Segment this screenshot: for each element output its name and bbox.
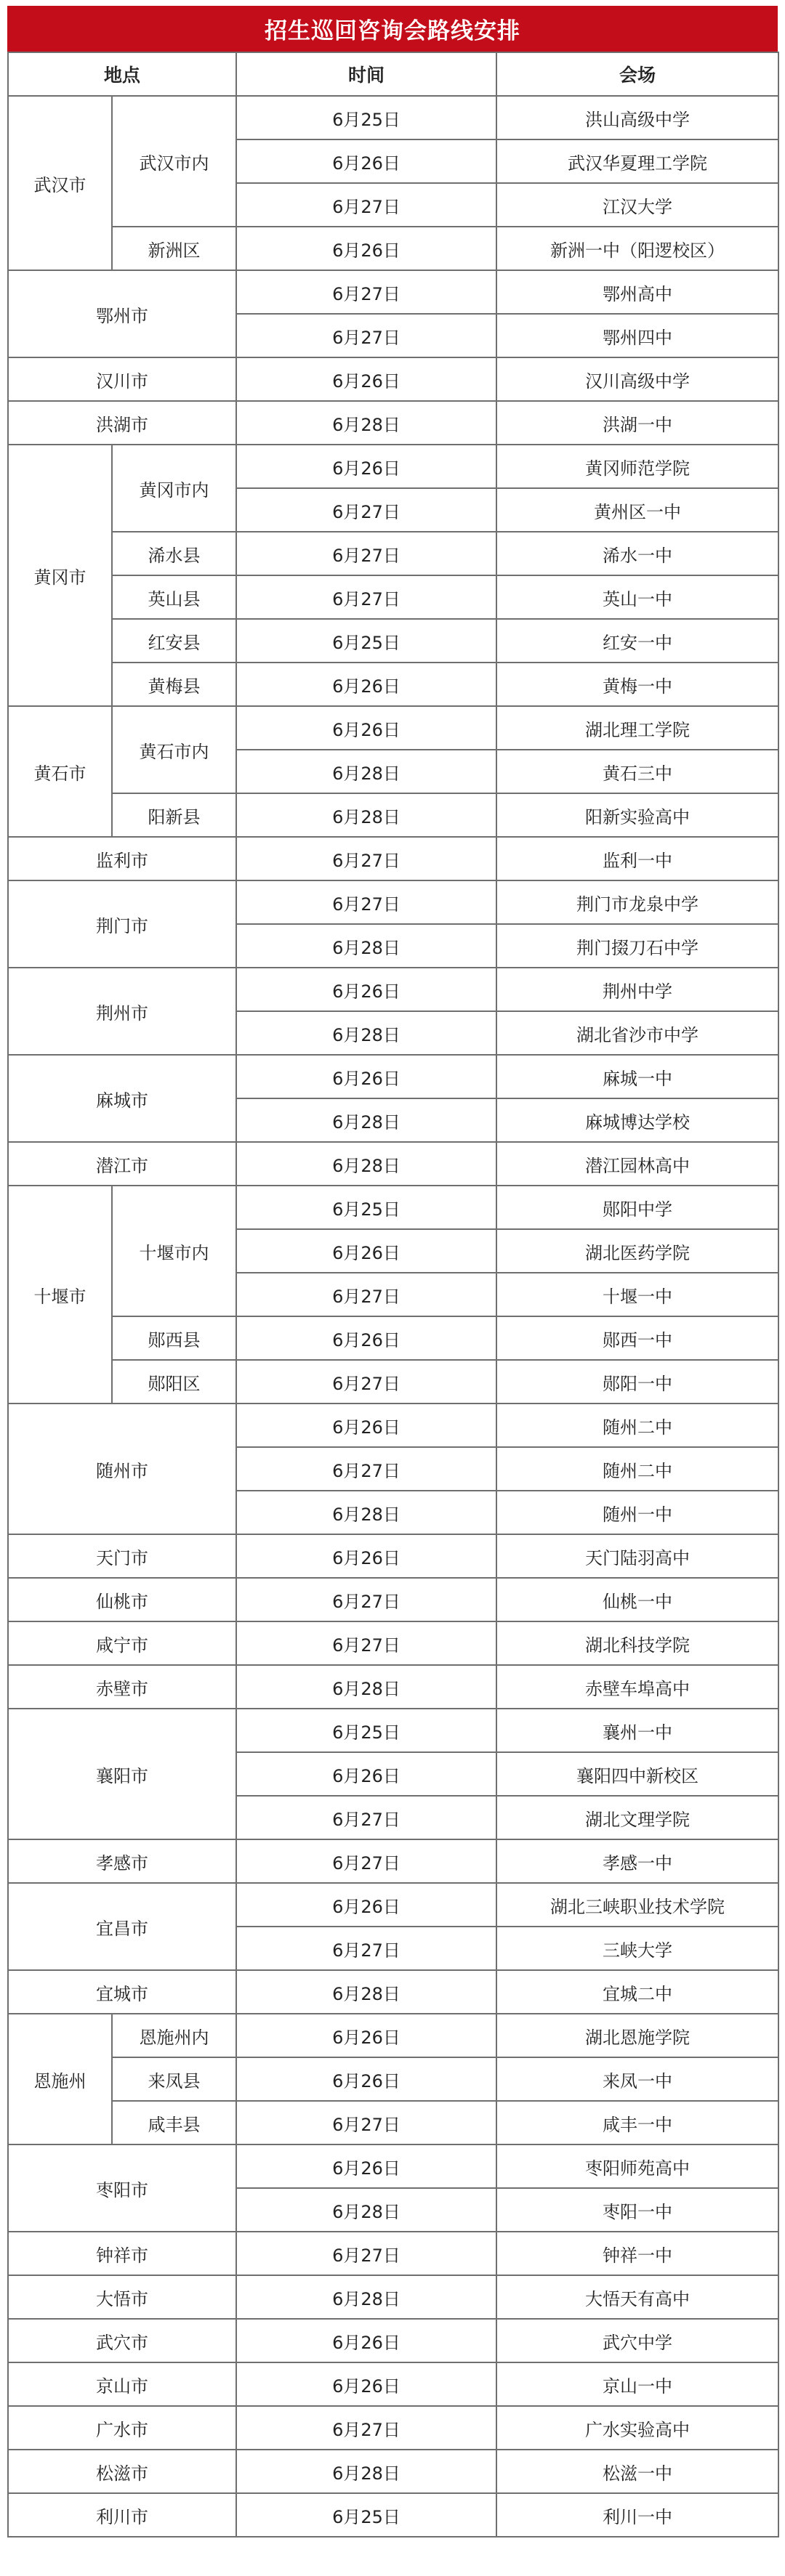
venue-cell: 利川一中: [496, 2493, 778, 2537]
date-cell: 6月27日: [236, 837, 496, 880]
venue-cell: 红安一中: [496, 619, 778, 663]
table-row: [8, 2275, 778, 2319]
date-cell: 6月28日: [236, 750, 496, 793]
table-row: [8, 1142, 778, 1186]
venue-cell: 随州二中: [496, 1447, 778, 1491]
venue-cell: 浠水一中: [496, 532, 778, 575]
venue-cell: 随州一中: [496, 1491, 778, 1534]
date-cell: 6月26日: [236, 1404, 496, 1447]
table-row: [8, 1360, 778, 1404]
venue-cell: 松滋一中: [496, 2450, 778, 2493]
venue-cell: 钟祥一中: [496, 2232, 778, 2275]
venue-cell: 江汉大学: [496, 183, 778, 227]
venue-cell: 郧阳一中: [496, 1360, 778, 1404]
sub-location-cell: 新洲区: [112, 227, 236, 270]
table-row: [8, 575, 778, 619]
table-row: [8, 968, 778, 1011]
location-cell: 汉川市: [8, 357, 236, 401]
venue-cell: 大悟天有高中: [496, 2275, 778, 2319]
venue-cell: 麻城博达学校: [496, 1098, 778, 1142]
venue-cell: 湖北省沙市中学: [496, 1011, 778, 1055]
location-cell: 天门市: [8, 1534, 236, 1578]
date-cell: 6月26日: [236, 2319, 496, 2362]
page-title: 招生巡回咨询会路线安排: [7, 6, 778, 52]
date-cell: 6月27日: [236, 1578, 496, 1621]
location-cell: 恩施州: [8, 2014, 112, 2144]
venue-cell: 湖北文理学院: [496, 1796, 778, 1839]
sub-location-cell: 十堰市内: [112, 1186, 236, 1316]
location-cell: 黄石市: [8, 706, 112, 837]
location-cell: 宜城市: [8, 1970, 236, 2014]
venue-cell: 武穴中学: [496, 2319, 778, 2362]
date-cell: 6月27日: [236, 880, 496, 924]
table-row: [8, 1578, 778, 1621]
venue-cell: 荆州中学: [496, 968, 778, 1011]
table-row: [8, 1055, 778, 1098]
date-cell: 6月27日: [236, 1360, 496, 1404]
venue-cell: 枣阳师苑高中: [496, 2144, 778, 2188]
table-row: [8, 1621, 778, 1665]
date-cell: 6月26日: [236, 706, 496, 750]
sub-location-cell: 郧西县: [112, 1316, 236, 1360]
venue-cell: 荆门掇刀石中学: [496, 924, 778, 968]
location-cell: 咸宁市: [8, 1621, 236, 1665]
sub-location-cell: 黄冈市内: [112, 445, 236, 532]
venue-cell: 洪湖一中: [496, 401, 778, 445]
venue-cell: 阳新实验高中: [496, 793, 778, 837]
venue-cell: 黄梅一中: [496, 663, 778, 706]
date-cell: 6月26日: [236, 2362, 496, 2406]
location-cell: 京山市: [8, 2362, 236, 2406]
sub-location-cell: 武汉市内: [112, 96, 236, 227]
date-cell: 6月28日: [236, 1970, 496, 2014]
date-cell: 6月27日: [236, 2406, 496, 2450]
venue-cell: 湖北三峡职业技术学院: [496, 1883, 778, 1927]
header-venue: 会场: [496, 52, 778, 96]
location-cell: 钟祥市: [8, 2232, 236, 2275]
sub-location-cell: 郧阳区: [112, 1360, 236, 1404]
table-row: [8, 880, 778, 924]
venue-cell: 武汉华夏理工学院: [496, 139, 778, 183]
date-cell: 6月25日: [236, 2493, 496, 2537]
table-row: [8, 96, 778, 139]
venue-cell: 三峡大学: [496, 1927, 778, 1970]
date-cell: 6月27日: [236, 1447, 496, 1491]
table-row: [8, 2057, 778, 2101]
venue-cell: 来凤一中: [496, 2057, 778, 2101]
table-row: [8, 2101, 778, 2144]
location-cell: 鄂州市: [8, 270, 236, 357]
schedule-document: [7, 6, 778, 2537]
venue-cell: 仙桃一中: [496, 1578, 778, 1621]
table-row: [8, 1665, 778, 1709]
date-cell: 6月28日: [236, 793, 496, 837]
date-cell: 6月26日: [236, 1229, 496, 1273]
table-header-row: [8, 52, 778, 96]
venue-cell: 潜江园林高中: [496, 1142, 778, 1186]
date-cell: 6月28日: [236, 1142, 496, 1186]
table-row: [8, 619, 778, 663]
venue-cell: 黄冈师范学院: [496, 445, 778, 488]
sub-location-cell: 恩施州内: [112, 2014, 236, 2057]
sub-location-cell: 英山县: [112, 575, 236, 619]
venue-cell: 十堰一中: [496, 1273, 778, 1316]
table-row: [8, 1883, 778, 1927]
date-cell: 6月25日: [236, 96, 496, 139]
venue-cell: 湖北恩施学院: [496, 2014, 778, 2057]
date-cell: 6月27日: [236, 575, 496, 619]
schedule-body: [8, 96, 778, 2537]
venue-cell: 赤壁车埠高中: [496, 1665, 778, 1709]
table-row: [8, 2362, 778, 2406]
location-cell: 广水市: [8, 2406, 236, 2450]
table-row: [8, 2014, 778, 2057]
location-cell: 麻城市: [8, 1055, 236, 1142]
location-cell: 洪湖市: [8, 401, 236, 445]
venue-cell: 湖北医药学院: [496, 1229, 778, 1273]
venue-cell: 天门陆羽高中: [496, 1534, 778, 1578]
venue-cell: 广水实验高中: [496, 2406, 778, 2450]
date-cell: 6月28日: [236, 401, 496, 445]
table-row: [8, 2232, 778, 2275]
date-cell: 6月27日: [236, 270, 496, 314]
date-cell: 6月28日: [236, 2188, 496, 2232]
venue-cell: 汉川高级中学: [496, 357, 778, 401]
date-cell: 6月26日: [236, 227, 496, 270]
sub-location-cell: 来凤县: [112, 2057, 236, 2101]
date-cell: 6月26日: [236, 2144, 496, 2188]
date-cell: 6月27日: [236, 1621, 496, 1665]
table-row: [8, 663, 778, 706]
date-cell: 6月26日: [236, 2057, 496, 2101]
location-cell: 荆州市: [8, 968, 236, 1055]
location-cell: 松滋市: [8, 2450, 236, 2493]
table-row: [8, 270, 778, 314]
location-cell: 赤壁市: [8, 1665, 236, 1709]
date-cell: 6月28日: [236, 1011, 496, 1055]
table-row: [8, 532, 778, 575]
date-cell: 6月25日: [236, 1709, 496, 1752]
date-cell: 6月26日: [236, 1534, 496, 1578]
venue-cell: 英山一中: [496, 575, 778, 619]
table-row: [8, 837, 778, 880]
location-cell: 武汉市: [8, 96, 112, 270]
date-cell: 6月28日: [236, 1491, 496, 1534]
venue-cell: 襄州一中: [496, 1709, 778, 1752]
venue-cell: 枣阳一中: [496, 2188, 778, 2232]
date-cell: 6月27日: [236, 1839, 496, 1883]
venue-cell: 湖北科技学院: [496, 1621, 778, 1665]
location-cell: 武穴市: [8, 2319, 236, 2362]
date-cell: 6月28日: [236, 2275, 496, 2319]
table-row: [8, 1970, 778, 2014]
date-cell: 6月27日: [236, 1273, 496, 1316]
location-cell: 大悟市: [8, 2275, 236, 2319]
venue-cell: 麻城一中: [496, 1055, 778, 1098]
venue-cell: 湖北理工学院: [496, 706, 778, 750]
location-cell: 襄阳市: [8, 1709, 236, 1839]
date-cell: 6月26日: [236, 968, 496, 1011]
table-row: [8, 2144, 778, 2188]
table-row: [8, 1839, 778, 1883]
date-cell: 6月27日: [236, 2101, 496, 2144]
venue-cell: 黄石三中: [496, 750, 778, 793]
date-cell: 6月25日: [236, 1186, 496, 1229]
header-location: 地点: [8, 52, 236, 96]
location-cell: 利川市: [8, 2493, 236, 2537]
venue-cell: 京山一中: [496, 2362, 778, 2406]
location-cell: 孝感市: [8, 1839, 236, 1883]
venue-cell: 郧西一中: [496, 1316, 778, 1360]
location-cell: 黄冈市: [8, 445, 112, 706]
table-row: [8, 706, 778, 750]
sub-location-cell: 红安县: [112, 619, 236, 663]
date-cell: 6月26日: [236, 1752, 496, 1796]
venue-cell: 郧阳中学: [496, 1186, 778, 1229]
date-cell: 6月27日: [236, 488, 496, 532]
location-cell: 仙桃市: [8, 1578, 236, 1621]
venue-cell: 鄂州高中: [496, 270, 778, 314]
date-cell: 6月26日: [236, 1883, 496, 1927]
date-cell: 6月26日: [236, 139, 496, 183]
table-row: [8, 2319, 778, 2362]
date-cell: 6月26日: [236, 1316, 496, 1360]
table-row: [8, 2406, 778, 2450]
table-row: [8, 793, 778, 837]
date-cell: 6月27日: [236, 1796, 496, 1839]
date-cell: 6月27日: [236, 183, 496, 227]
date-cell: 6月27日: [236, 2232, 496, 2275]
location-cell: 十堰市: [8, 1186, 112, 1404]
location-cell: 枣阳市: [8, 2144, 236, 2232]
date-cell: 6月28日: [236, 1665, 496, 1709]
venue-cell: 随州二中: [496, 1404, 778, 1447]
table-row: [8, 1404, 778, 1447]
sub-location-cell: 阳新县: [112, 793, 236, 837]
venue-cell: 宜城二中: [496, 1970, 778, 2014]
venue-cell: 监利一中: [496, 837, 778, 880]
venue-cell: 黄州区一中: [496, 488, 778, 532]
date-cell: 6月28日: [236, 924, 496, 968]
date-cell: 6月26日: [236, 2014, 496, 2057]
location-cell: 潜江市: [8, 1142, 236, 1186]
table-row: [8, 2450, 778, 2493]
table-row: [8, 357, 778, 401]
date-cell: 6月25日: [236, 619, 496, 663]
table-row: [8, 2493, 778, 2537]
date-cell: 6月26日: [236, 1055, 496, 1098]
venue-cell: 新洲一中（阳逻校区）: [496, 227, 778, 270]
venue-cell: 孝感一中: [496, 1839, 778, 1883]
sub-location-cell: 咸丰县: [112, 2101, 236, 2144]
table-row: [8, 227, 778, 270]
schedule-table: [7, 52, 779, 2537]
sub-location-cell: 黄梅县: [112, 663, 236, 706]
date-cell: 6月26日: [236, 663, 496, 706]
table-row: [8, 401, 778, 445]
venue-cell: 荆门市龙泉中学: [496, 880, 778, 924]
location-cell: 宜昌市: [8, 1883, 236, 1970]
date-cell: 6月26日: [236, 357, 496, 401]
sub-location-cell: 浠水县: [112, 532, 236, 575]
date-cell: 6月28日: [236, 1098, 496, 1142]
venue-cell: 襄阳四中新校区: [496, 1752, 778, 1796]
table-row: [8, 445, 778, 488]
date-cell: 6月27日: [236, 314, 496, 357]
date-cell: 6月27日: [236, 1927, 496, 1970]
table-row: [8, 1709, 778, 1752]
location-cell: 随州市: [8, 1404, 236, 1534]
table-row: [8, 1534, 778, 1578]
location-cell: 荆门市: [8, 880, 236, 968]
venue-cell: 洪山高级中学: [496, 96, 778, 139]
sub-location-cell: 黄石市内: [112, 706, 236, 793]
table-row: [8, 1186, 778, 1229]
location-cell: 监利市: [8, 837, 236, 880]
venue-cell: 咸丰一中: [496, 2101, 778, 2144]
venue-cell: 鄂州四中: [496, 314, 778, 357]
date-cell: 6月26日: [236, 445, 496, 488]
table-row: [8, 1316, 778, 1360]
header-time: 时间: [236, 52, 496, 96]
date-cell: 6月27日: [236, 532, 496, 575]
date-cell: 6月28日: [236, 2450, 496, 2493]
